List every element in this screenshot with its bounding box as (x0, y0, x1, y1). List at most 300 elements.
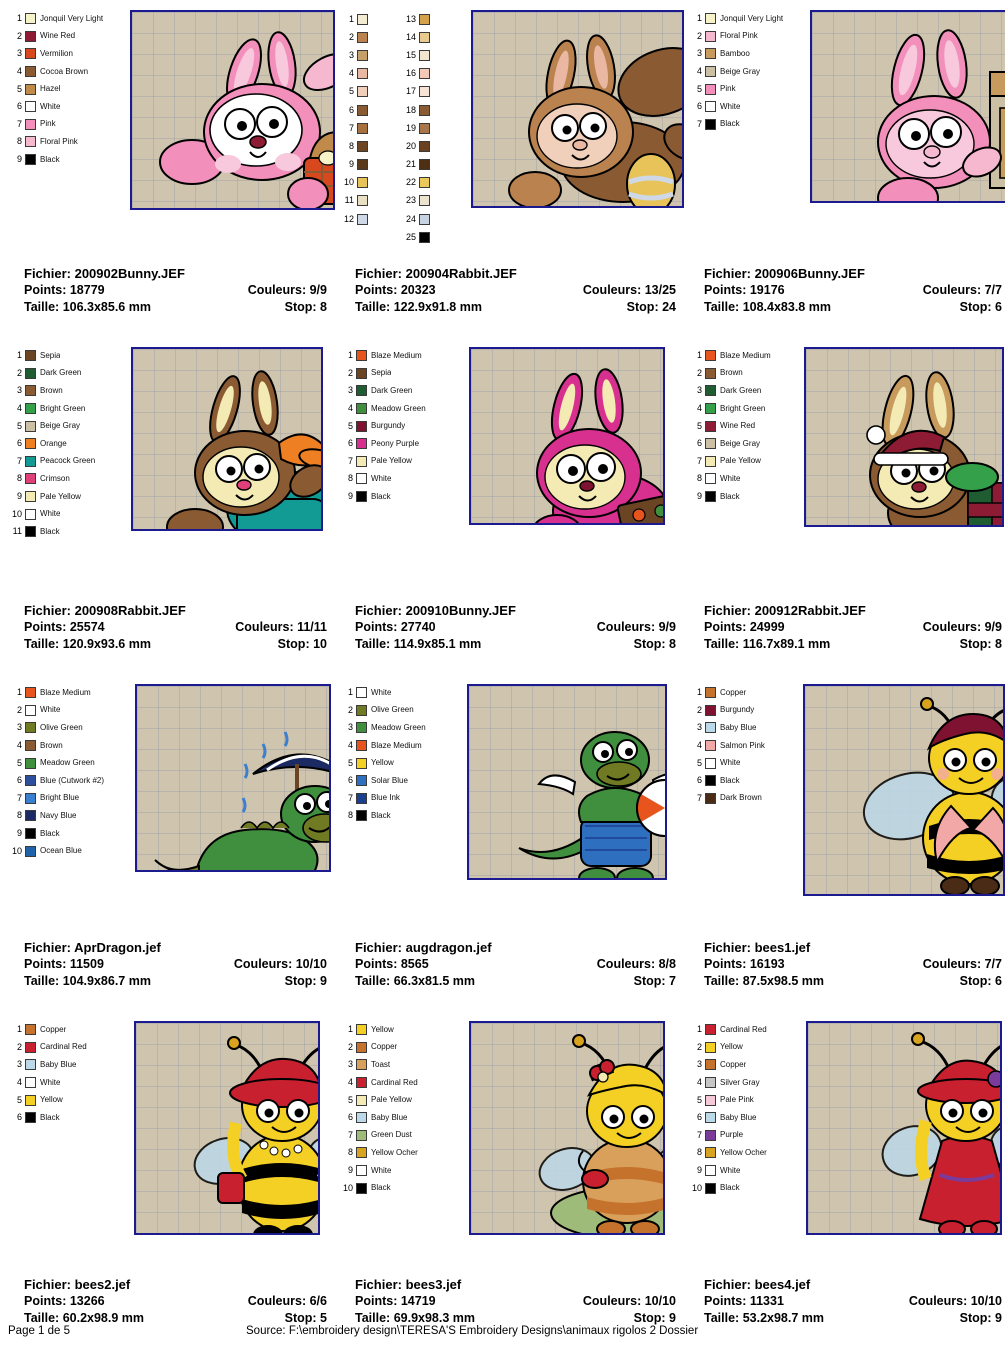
legend-row (10, 505, 118, 523)
file-label: Fichier: (704, 265, 751, 281)
legend-row (341, 453, 449, 471)
color-swatch (705, 740, 716, 751)
colors-value: 11/11 (297, 620, 327, 634)
colors-value: 8/8 (658, 957, 676, 971)
design-cell (341, 345, 684, 682)
legend-row (403, 10, 471, 28)
legend-row (10, 347, 118, 365)
legend-number: 9 (696, 491, 702, 502)
legend-number: 4 (347, 403, 353, 414)
legend-number: 2 (347, 367, 353, 378)
legend-color-name: Pale Yellow (40, 492, 81, 501)
legend-row (341, 347, 449, 365)
color-swatch (705, 31, 716, 42)
points-value: 13266 (69, 1294, 105, 1308)
file-label-value (24, 603, 186, 620)
points-value: 25574 (69, 620, 105, 634)
size-label: Taille: (704, 299, 740, 314)
legend-row (10, 98, 130, 116)
embroidery-artwork (469, 347, 665, 525)
legend-color-name: Baby Blue (720, 1113, 757, 1122)
file-label-value (704, 266, 865, 283)
legend-color-name: Black (371, 1184, 391, 1193)
file-label-value (24, 940, 161, 957)
points-label: Points: (704, 1294, 747, 1308)
points-group (355, 1293, 436, 1310)
stop-value: 9 (320, 973, 327, 988)
points-group (704, 956, 785, 973)
legend-number: 25 (405, 231, 416, 242)
embroidery-artwork (467, 684, 667, 880)
legend-number: 8 (16, 810, 22, 821)
size-value: 104.9x86.7 mm (62, 973, 151, 988)
stop-label: Stop: (633, 636, 666, 651)
legend-number: 1 (696, 350, 702, 361)
points-value: 11509 (69, 957, 104, 971)
legend-row (341, 1056, 449, 1074)
legend-row (10, 842, 130, 860)
points-label: Points: (355, 620, 398, 634)
colors-label: Couleurs: (596, 957, 656, 971)
size-stop-line (24, 973, 327, 990)
legend-color-name: White (40, 706, 61, 715)
legend-number: 18 (405, 104, 416, 115)
legend-row (690, 1127, 798, 1145)
file-line (355, 940, 676, 957)
colors-group (235, 619, 327, 636)
legend-number: 2 (348, 31, 354, 42)
points-colors-line (24, 619, 327, 636)
colors-group (583, 1293, 676, 1310)
legend-number: 4 (696, 403, 702, 414)
legend-row (341, 772, 449, 790)
points-colors-line (24, 1293, 327, 1310)
legend-color-name: Pale Yellow (371, 1096, 412, 1105)
color-swatch (419, 141, 430, 152)
color-swatch (356, 438, 367, 449)
colors-label: Couleurs: (233, 957, 293, 971)
color-swatch (357, 105, 368, 116)
color-swatch (356, 758, 367, 769)
legend-number: 6 (696, 438, 702, 449)
color-swatch (419, 50, 430, 61)
points-group (24, 282, 105, 299)
color-swatch (705, 1147, 716, 1158)
colors-value: 10/10 (970, 1294, 1002, 1308)
size-group (24, 636, 151, 653)
legend-number: 8 (347, 1147, 353, 1158)
legend-number: 6 (696, 1112, 702, 1123)
legend-color-name: White (720, 759, 741, 768)
design-cell (690, 682, 1005, 1019)
color-swatch (356, 1077, 367, 1088)
color-swatch (705, 473, 716, 484)
legend-number: 24 (405, 213, 416, 224)
file-label: Fichier: (24, 602, 71, 618)
legend-color-name: White (720, 102, 741, 111)
file-line (704, 266, 1002, 283)
design-metadata (24, 266, 327, 316)
color-swatch (356, 350, 367, 361)
legend-number: 7 (696, 118, 702, 129)
legend-number: 6 (696, 101, 702, 112)
legend-row (341, 684, 449, 702)
legend-number: 4 (16, 1077, 22, 1088)
legend-row (690, 702, 798, 720)
legend-number: 23 (405, 195, 416, 206)
color-swatch (25, 793, 36, 804)
file-name: 200910Bunny.JEF (405, 602, 516, 618)
artwork-frame (798, 345, 1005, 527)
stop-group (960, 299, 1002, 316)
design-cell (690, 8, 1005, 345)
size-label: Taille: (24, 1310, 60, 1325)
legend-color-name: White (40, 1078, 61, 1087)
color-swatch (357, 159, 368, 170)
legend-row (341, 382, 449, 400)
legend-row (690, 1039, 798, 1057)
size-stop-line (24, 636, 327, 653)
stop-label: Stop: (633, 1310, 666, 1325)
color-swatch (356, 1165, 367, 1176)
color-swatch (705, 687, 716, 698)
legend-color-name: Floral Pink (720, 32, 758, 41)
design-metadata (24, 603, 327, 653)
legend-number: 7 (696, 792, 702, 803)
legend-number: 2 (696, 1041, 702, 1052)
size-group (704, 973, 824, 990)
legend-number: 4 (16, 740, 22, 751)
legend-number: 2 (696, 30, 702, 41)
legend-color-name: Black (720, 776, 740, 785)
legend-number: 2 (16, 30, 22, 41)
color-legend (341, 8, 471, 246)
color-swatch (356, 1112, 367, 1123)
legend-color-name: Pale Yellow (371, 457, 412, 466)
stop-value: 6 (995, 973, 1002, 988)
legend-color-name: Blue Ink (371, 794, 400, 803)
legend-number: 8 (347, 473, 353, 484)
size-value: 114.9x85.1 mm (393, 636, 482, 651)
legend-number: 3 (696, 1059, 702, 1070)
color-swatch (705, 1130, 716, 1141)
legend-number: 9 (16, 154, 22, 165)
color-swatch (25, 350, 36, 361)
size-label: Taille: (24, 973, 60, 988)
embroidery-artwork (810, 10, 1005, 203)
legend-row (10, 1074, 118, 1092)
legend-number: 16 (405, 68, 416, 79)
legend-color-name: Green Dust (371, 1131, 412, 1140)
color-swatch (25, 368, 36, 379)
legend-row (403, 65, 471, 83)
file-label: Fichier: (24, 265, 71, 281)
legend-color-name: White (371, 688, 392, 697)
legend-color-name: Black (40, 1113, 60, 1122)
legend-number: 5 (16, 420, 22, 431)
design-cell (10, 8, 335, 345)
legend-color-name: Dark Green (40, 369, 82, 378)
points-label: Points: (24, 620, 67, 634)
legend-color-name: Yellow (371, 1025, 394, 1034)
legend-row (341, 1144, 449, 1162)
color-swatch (357, 177, 368, 188)
stop-value: 24 (662, 299, 676, 314)
legend-color-name: White (371, 1166, 392, 1175)
legend-row (10, 523, 118, 541)
legend-number: 3 (696, 722, 702, 733)
colors-value: 9/9 (658, 620, 676, 634)
colors-label: Couleurs: (596, 620, 656, 634)
color-swatch (25, 1095, 36, 1106)
legend-row (403, 83, 471, 101)
design-preview (10, 8, 335, 248)
legend-color-name: Meadow Green (40, 759, 95, 768)
legend-row (10, 737, 130, 755)
legend-number: 3 (16, 385, 22, 396)
legend-row (341, 470, 449, 488)
legend-row (10, 365, 118, 383)
legend-row (403, 28, 471, 46)
legend-row (341, 488, 449, 506)
legend-row (690, 28, 810, 46)
color-swatch (705, 456, 716, 467)
legend-number: 7 (347, 1129, 353, 1140)
color-swatch (705, 1077, 716, 1088)
legend-color-name: White (720, 1166, 741, 1175)
color-swatch (25, 84, 36, 95)
color-swatch (419, 214, 430, 225)
design-metadata (24, 940, 327, 990)
legend-color-name: Blaze Medium (40, 688, 91, 697)
color-swatch (705, 758, 716, 769)
color-swatch (25, 846, 36, 857)
colors-label: Couleurs: (922, 957, 982, 971)
color-swatch (356, 793, 367, 804)
legend-row (10, 400, 118, 418)
legend-color-name: Jonquil Very Light (720, 14, 784, 23)
color-swatch (705, 13, 716, 24)
stop-value: 9 (669, 1310, 676, 1325)
size-group (704, 1310, 824, 1327)
legend-color-name: Black (720, 1184, 740, 1193)
legend-number: 10 (11, 508, 22, 519)
legend-number: 5 (347, 757, 353, 768)
colors-group (234, 956, 327, 973)
legend-color-name: Black (720, 492, 740, 501)
legend-row (10, 80, 130, 98)
legend-row (10, 719, 130, 737)
stop-label: Stop: (277, 636, 310, 651)
legend-number: 6 (16, 438, 22, 449)
page-number: Page 1 de 5 (8, 1325, 71, 1337)
colors-group (248, 1293, 327, 1310)
color-swatch (705, 350, 716, 361)
color-swatch (356, 456, 367, 467)
legend-number: 10 (691, 1182, 702, 1193)
legend-row (10, 754, 130, 772)
points-value: 20323 (400, 283, 436, 297)
legend-number: 1 (696, 1024, 702, 1035)
file-name: augdragon.jef (405, 939, 492, 955)
file-name: bees1.jef (754, 939, 811, 955)
legend-color-name: Blaze Medium (720, 351, 771, 360)
legend-number: 5 (347, 1094, 353, 1105)
legend-row (10, 417, 118, 435)
legend-row (341, 1021, 449, 1039)
artwork-frame (449, 345, 684, 525)
legend-color-name: Cocoa Brown (40, 67, 89, 76)
points-colors-line (704, 282, 1002, 299)
design-cell (10, 345, 335, 682)
legend-color-name: White (371, 474, 392, 483)
points-colors-line (704, 956, 1002, 973)
legend-color-name: Pink (40, 120, 56, 129)
legend-color-name: Baby Blue (371, 1113, 408, 1122)
legend-row (10, 1091, 118, 1109)
colors-value: 10/10 (644, 1294, 676, 1308)
color-legend (341, 345, 449, 505)
file-label-value (24, 266, 185, 283)
legend-color-name: Brown (40, 386, 63, 395)
points-group (24, 1293, 105, 1310)
color-legend (10, 8, 130, 168)
legend-color-name: Meadow Green (371, 404, 426, 413)
colors-value: 9/9 (984, 620, 1002, 634)
colors-value: 9/9 (309, 283, 327, 297)
legend-row (341, 192, 403, 210)
stop-value: 8 (995, 636, 1002, 651)
legend-row (341, 28, 403, 46)
legend-row (690, 754, 798, 772)
stop-group (960, 973, 1002, 990)
points-colors-line (355, 619, 676, 636)
legend-color-name: Peony Purple (371, 439, 420, 448)
legend-number: 5 (16, 83, 22, 94)
legend-color-name: Beige Gray (720, 439, 761, 448)
legend-number: 7 (16, 455, 22, 466)
legend-number: 3 (696, 48, 702, 59)
legend-number: 7 (696, 455, 702, 466)
legend-color-name: Brown (720, 369, 743, 378)
stop-label: Stop: (959, 299, 992, 314)
size-stop-line (704, 973, 1002, 990)
legend-color-name: Dark Green (720, 386, 762, 395)
points-value: 24999 (749, 620, 785, 634)
design-metadata (355, 266, 676, 316)
points-value: 19176 (749, 283, 785, 297)
legend-row (10, 1039, 118, 1057)
legend-row (341, 365, 449, 383)
colors-value: 7/7 (984, 283, 1002, 297)
colors-value: 13/25 (644, 283, 676, 297)
legend-color-name: Pink (720, 85, 736, 94)
size-stop-line (355, 636, 676, 653)
design-cell (10, 1019, 335, 1356)
size-value: 69.9x98.3 mm (393, 1310, 475, 1325)
color-swatch (356, 705, 367, 716)
design-preview (341, 8, 684, 248)
size-value: 116.7x89.1 mm (742, 636, 831, 651)
legend-color-name: Black (40, 829, 60, 838)
legend-row (403, 192, 471, 210)
color-swatch (419, 177, 430, 188)
legend-row (690, 488, 798, 506)
legend-number: 17 (405, 86, 416, 97)
color-swatch (356, 1147, 367, 1158)
legend-color-name: Blue (Cutwork #2) (40, 776, 105, 785)
points-label: Points: (704, 957, 747, 971)
points-value: 8565 (400, 957, 429, 971)
color-swatch (356, 775, 367, 786)
color-swatch (25, 66, 36, 77)
file-label: Fichier: (355, 265, 402, 281)
file-label: Fichier: (24, 939, 71, 955)
stop-value: 7 (669, 973, 676, 988)
legend-color-name: Bright Blue (40, 794, 80, 803)
colors-group (923, 956, 1002, 973)
color-swatch (705, 119, 716, 130)
color-legend (690, 1019, 798, 1197)
size-stop-line (24, 1310, 327, 1327)
legend-row (403, 119, 471, 137)
legend-number: 7 (347, 455, 353, 466)
legend-number: 4 (16, 403, 22, 414)
legend-color-name: Dark Green (371, 386, 413, 395)
color-swatch (25, 705, 36, 716)
legend-number: 19 (405, 122, 416, 133)
size-stop-line (704, 636, 1002, 653)
size-stop-line (355, 1310, 676, 1327)
colors-label: Couleurs: (922, 620, 982, 634)
design-preview (690, 682, 1005, 922)
legend-row (341, 65, 403, 83)
legend-color-name: Navy Blue (40, 811, 77, 820)
color-swatch (25, 1042, 36, 1053)
legend-color-name: Sepia (371, 369, 392, 378)
legend-color-name: Orange (40, 439, 67, 448)
size-label: Taille: (355, 1310, 391, 1325)
color-swatch (25, 1112, 36, 1123)
legend-number: 3 (696, 385, 702, 396)
color-swatch (356, 810, 367, 821)
legend-row (403, 46, 471, 64)
legend-row (690, 435, 798, 453)
file-name: bees4.jef (754, 1276, 811, 1292)
legend-number: 1 (696, 687, 702, 698)
color-swatch (419, 105, 430, 116)
size-stop-line (24, 299, 327, 316)
size-stop-line (355, 299, 676, 316)
legend-color-name: Cardinal Red (371, 1078, 418, 1087)
file-label-value (355, 266, 517, 283)
design-metadata (704, 1277, 1002, 1327)
legend-row (341, 400, 449, 418)
embroidery-artwork (804, 347, 1004, 527)
legend-row (341, 46, 403, 64)
legend-row (690, 1056, 798, 1074)
legend-color-name: Baby Blue (40, 1060, 77, 1069)
size-value: 87.5x98.5 mm (742, 973, 824, 988)
legend-color-name: Black (40, 155, 60, 164)
legend-row (690, 1021, 798, 1039)
legend-row (690, 63, 810, 81)
legend-row (690, 417, 798, 435)
points-value: 27740 (400, 620, 436, 634)
legend-row (690, 10, 810, 28)
design-metadata (704, 603, 1002, 653)
legend-color-name: Yellow (40, 1096, 63, 1105)
